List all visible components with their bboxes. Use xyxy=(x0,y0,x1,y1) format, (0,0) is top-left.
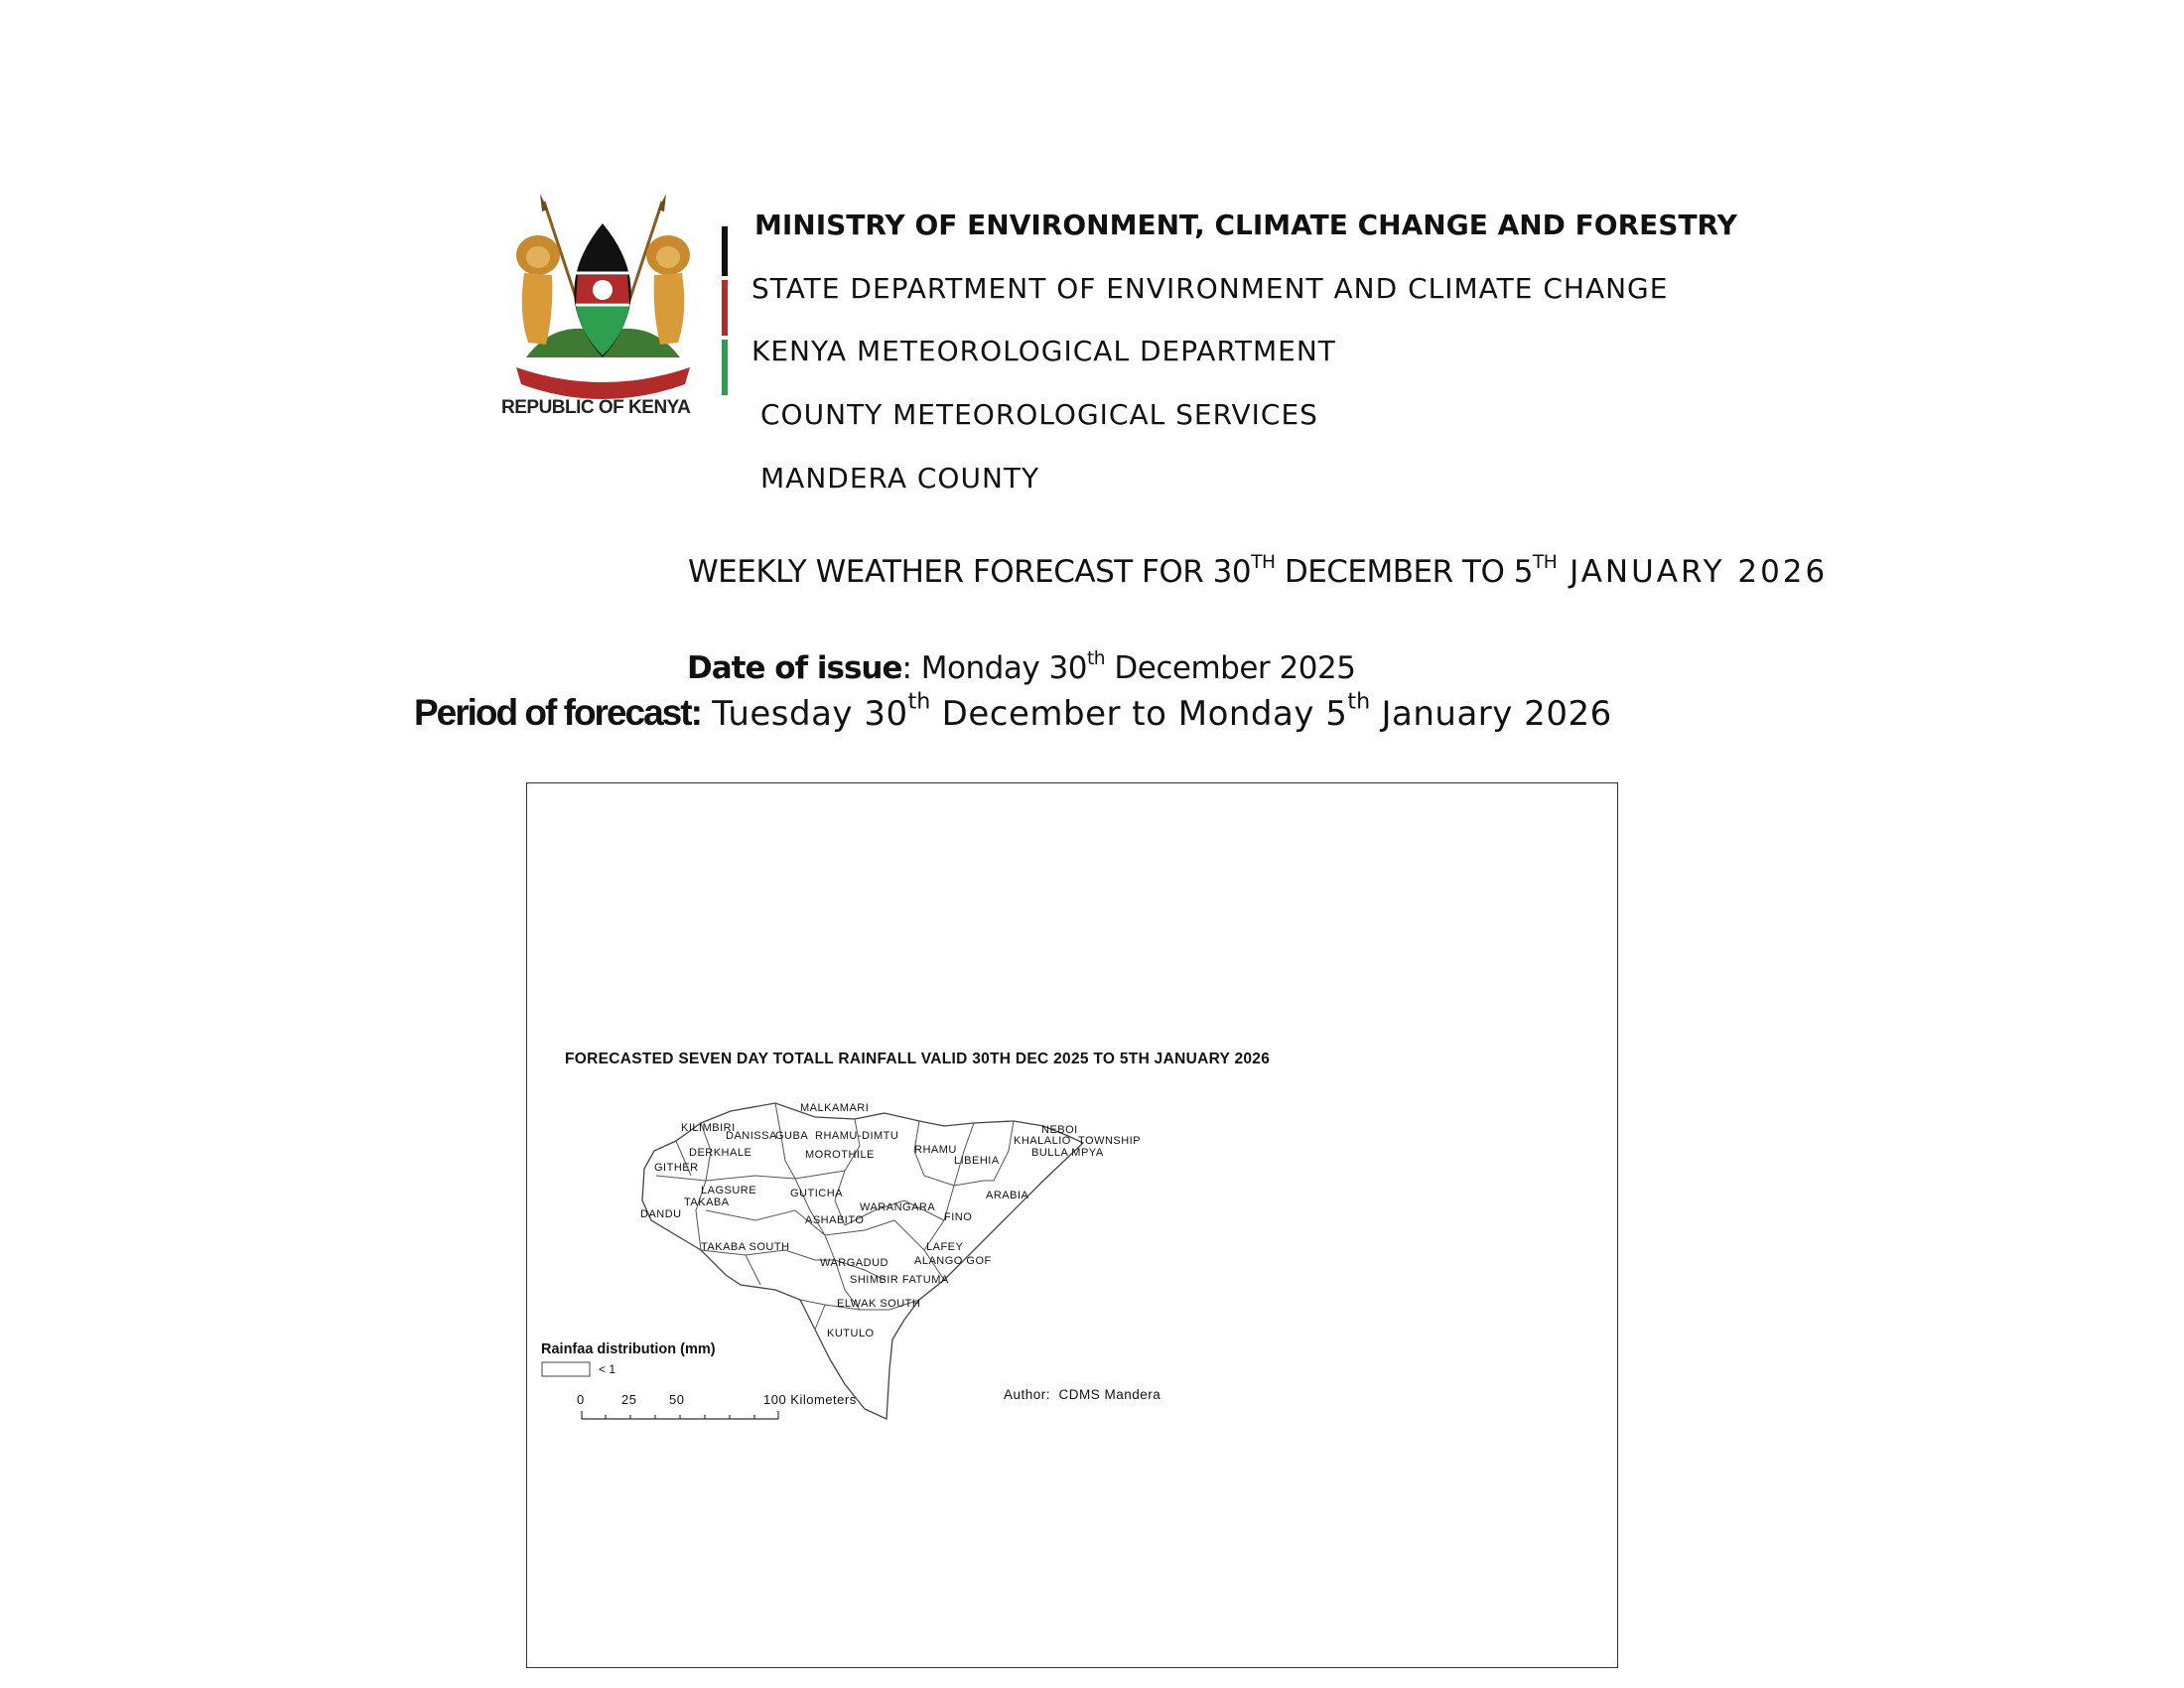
period-sup: th xyxy=(907,688,931,715)
map-label-township: TOWNSHIP xyxy=(1078,1135,1142,1147)
rainfall-map-frame xyxy=(526,782,1618,1668)
legend-title: Rainfaa distribution (mm) xyxy=(541,1341,716,1357)
issue-date xyxy=(687,650,1355,686)
scale-bar xyxy=(582,1411,778,1419)
period-sup: th xyxy=(1347,688,1371,715)
map-label-morothile: MOROTHILE xyxy=(805,1149,875,1161)
map-label-guticha: GUTICHA xyxy=(790,1188,843,1199)
title-part: JANUARY 2026 xyxy=(1557,554,1829,590)
issue-label: Date of issue xyxy=(687,650,902,686)
divider-green xyxy=(722,340,728,395)
map-label-lagsure: LAGSURE xyxy=(701,1185,757,1196)
map-label-takaba-south: TAKABA SOUTH xyxy=(701,1241,790,1253)
legend-item: < 1 xyxy=(599,1362,616,1376)
map-label-elwak-south: ELWAK SOUTH xyxy=(837,1298,921,1310)
forecast-title xyxy=(688,554,1828,590)
map-label-ashabito: ASHABITO xyxy=(805,1214,865,1226)
divider-red xyxy=(722,280,728,336)
meteorological-department: KENYA METEOROLOGICAL DEPARTMENT xyxy=(751,335,1336,367)
map-label-gither: GITHER xyxy=(654,1162,699,1174)
coat-of-arms-icon xyxy=(496,194,710,422)
map-label-derkhale: DERKHALE xyxy=(689,1147,752,1159)
map-title: FORECASTED SEVEN DAY TOTALL RAINFALL VALID 30TH DEC 2025 TO 5TH JANUARY 2026 xyxy=(565,1051,1271,1067)
county-map xyxy=(527,783,1619,1669)
issue-sup: th xyxy=(1086,648,1106,670)
title-part: DECEMBER TO 5 xyxy=(1275,554,1533,590)
map-label-warangara: WARANGARA xyxy=(860,1201,936,1213)
map-label-wargadud: WARGADUD xyxy=(820,1257,888,1269)
map-label-khalalio: KHALALIO xyxy=(1014,1135,1071,1147)
scale-tick-50: 50 xyxy=(669,1392,685,1407)
title-sup: TH xyxy=(1532,552,1558,574)
title-sup: TH xyxy=(1251,552,1276,574)
issue-value: December 2025 xyxy=(1105,650,1356,686)
map-label-kilimbiri: KILIMBIRI xyxy=(681,1122,736,1134)
map-label-dandu: DANDU xyxy=(640,1208,682,1220)
divider-black xyxy=(722,226,728,276)
scale-tick-0: 0 xyxy=(577,1392,585,1407)
scale-tick-25: 25 xyxy=(621,1392,637,1407)
map-label-kutulo: KUTULO xyxy=(827,1328,875,1339)
map-label-takaba: TAKABA xyxy=(684,1196,730,1208)
legend-swatch xyxy=(542,1362,590,1376)
map-label-danissa: DANISSA xyxy=(726,1130,777,1142)
map-author: Author: CDMS Mandera xyxy=(1004,1387,1161,1402)
ministry-name: MINISTRY OF ENVIRONMENT, CLIMATE CHANGE AND FORESTRY xyxy=(754,209,1737,241)
map-label-shimbir-fatuma: SHIMBIR FATUMA xyxy=(850,1274,949,1286)
map-label-malkamari: MALKAMARI xyxy=(800,1102,870,1114)
period-value: December to Monday 5 xyxy=(930,694,1348,734)
county-name: MANDERA COUNTY xyxy=(760,462,1040,494)
coat-of-arms xyxy=(496,194,710,422)
issue-value: : Monday 30 xyxy=(901,650,1087,686)
map-label-fino: FINO xyxy=(944,1211,973,1223)
period-value: Tuesday 30 xyxy=(700,694,908,734)
map-label-libehia: LIBEHIA xyxy=(954,1155,1000,1167)
forecast-period xyxy=(414,688,1612,734)
map-label-rhamu-dimtu: RHAMU-DIMTU xyxy=(815,1130,899,1142)
period-value: January 2026 xyxy=(1370,694,1612,734)
state-department: STATE DEPARTMENT OF ENVIRONMENT AND CLIMATE CHANGE xyxy=(751,272,1669,305)
map-label-guba: GUBA xyxy=(775,1130,809,1142)
map-label-alango-gof: ALANGO GOF xyxy=(914,1255,992,1267)
map-label-bulla-mpya: BULLA MPYA xyxy=(1031,1147,1104,1159)
map-label-lafey: LAFEY xyxy=(926,1241,964,1253)
scale-tick-100: 100 Kilometers xyxy=(763,1392,857,1407)
county-services: COUNTY METEOROLOGICAL SERVICES xyxy=(760,398,1318,431)
title-part: WEEKLY WEATHER FORECAST FOR 30 xyxy=(688,554,1252,590)
map-label-neboi: NEBOI xyxy=(1041,1124,1078,1136)
period-label: Period of forecast: xyxy=(414,692,701,733)
map-label-rhamu: RHAMU xyxy=(914,1144,957,1156)
map-label-arabia: ARABIA xyxy=(986,1190,1029,1201)
emblem-caption: REPUBLIC OF KENYA xyxy=(501,397,691,418)
